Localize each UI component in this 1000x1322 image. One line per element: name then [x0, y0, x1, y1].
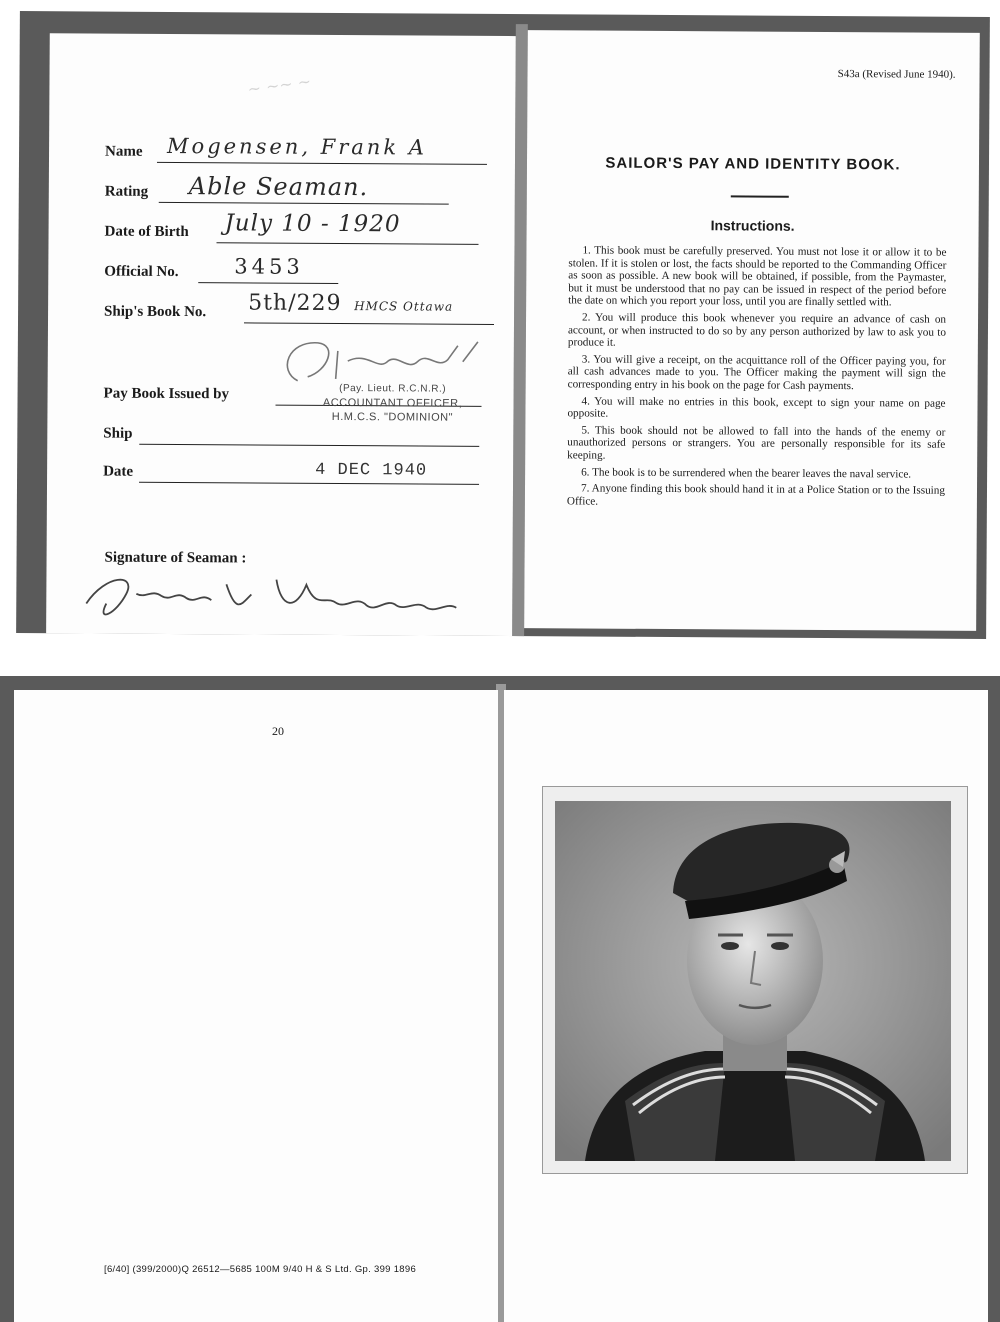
ships-book-line: [244, 322, 494, 325]
rating-label: Rating: [104, 183, 149, 200]
issuer-stamp-line-1: (Pay. Lieut. R.C.N.R.): [339, 383, 447, 395]
name-line: [157, 162, 487, 165]
instruction-item: 5. This book should not be allowed to fall into the hands of the enemy or unauthorized persons or strangers. You are personally responsible for its safe keeping.: [567, 424, 946, 462]
name-label: Name: [105, 143, 143, 160]
instructions-heading: Instructions.: [710, 217, 795, 234]
instructions-page: [524, 30, 980, 631]
ship-line: [139, 444, 479, 447]
dob-label: Date of Birth: [104, 223, 189, 241]
signature-label: Signature of Seaman :: [104, 549, 247, 567]
ships-book-value: 5th/229: [248, 290, 342, 317]
issuer-stamp-line-3: H.M.C.S. "DOMINION": [331, 410, 454, 424]
page-number: 20: [272, 724, 284, 738]
instruction-item: 1. This book must be carefully preserved. You must not lose it or allow it to be stolen. If it is stolen or lost, the facts should be reported to the Commanding Officer as soon as possible. A new book will be obtained, if possible, from the Paymaster, but it must be understood that no pay can be issued in respect of the period before the date on which you report your loss, until you are finally settled with.: [568, 244, 947, 309]
ships-book-note: HMCS Ottawa: [354, 299, 454, 314]
sailor-photo: [542, 786, 968, 1174]
rating-value: Able Seaman.: [188, 172, 369, 202]
book-title: SAILOR'S PAY AND IDENTITY BOOK.: [605, 154, 901, 174]
official-no-value: 3453: [234, 254, 304, 279]
ships-book-label: Ship's Book No.: [104, 303, 207, 321]
ship-label: Ship: [103, 425, 133, 442]
photo-image: [555, 801, 951, 1161]
bleed-through: ~ ~~ ~: [246, 71, 313, 99]
official-no-line: [198, 282, 338, 284]
date-line: [139, 482, 479, 485]
sailor-portrait: [555, 801, 951, 1161]
title-rule: [731, 195, 789, 197]
printer-imprint: [6/40] (399/2000)Q 26512—5685 100M 9/40 H & S Ltd. Gp. 399 1896: [104, 1264, 417, 1275]
photo-page: [504, 690, 988, 1322]
rating-line: [159, 202, 449, 205]
instructions-list: [567, 244, 947, 514]
instruction-item: 2. You will produce this book whenever you require an advance of cash on account, or when instructed to do so by any person authorized by law to ask you to produce it.: [567, 311, 947, 349]
issuer-stamp-line-2: ACCOUNTANT OFFICER,: [322, 396, 463, 410]
open-book-bottom: [0, 676, 1000, 1322]
identity-form-page: [46, 33, 516, 636]
instruction-item: 4. You will make no entries in this book, except to sign your name on page opposite.: [567, 395, 946, 420]
date-label: Date: [103, 463, 134, 480]
back-page: [14, 690, 498, 1322]
instruction-item: 6. The book is to be surrendered when the bearer leaves the naval service.: [581, 465, 912, 480]
instruction-item: 7. Anyone finding this book should hand it in at a Police Station or to the Issuing Office.: [566, 482, 946, 508]
date-stamp: 4 DEC 1940: [315, 460, 428, 481]
instruction-item: 3. You will give a receipt, on the acquittance roll of the Officer paying you, for all cash advances made to you. The Officer making the payment will sign the corresponding entry in his book on the page for Cash payments.: [567, 353, 946, 393]
dob-line: [216, 242, 478, 245]
open-book-top: [16, 11, 990, 639]
official-no-label: Official No.: [104, 263, 179, 281]
form-code: S43a (Revised June 1940).: [837, 68, 956, 81]
name-value: Mogensen, Frank A: [167, 133, 427, 160]
seaman-signature: [76, 563, 476, 635]
dob-value: July 10 - 1920: [224, 210, 401, 238]
issued-by-label: Pay Book Issued by: [103, 385, 230, 403]
